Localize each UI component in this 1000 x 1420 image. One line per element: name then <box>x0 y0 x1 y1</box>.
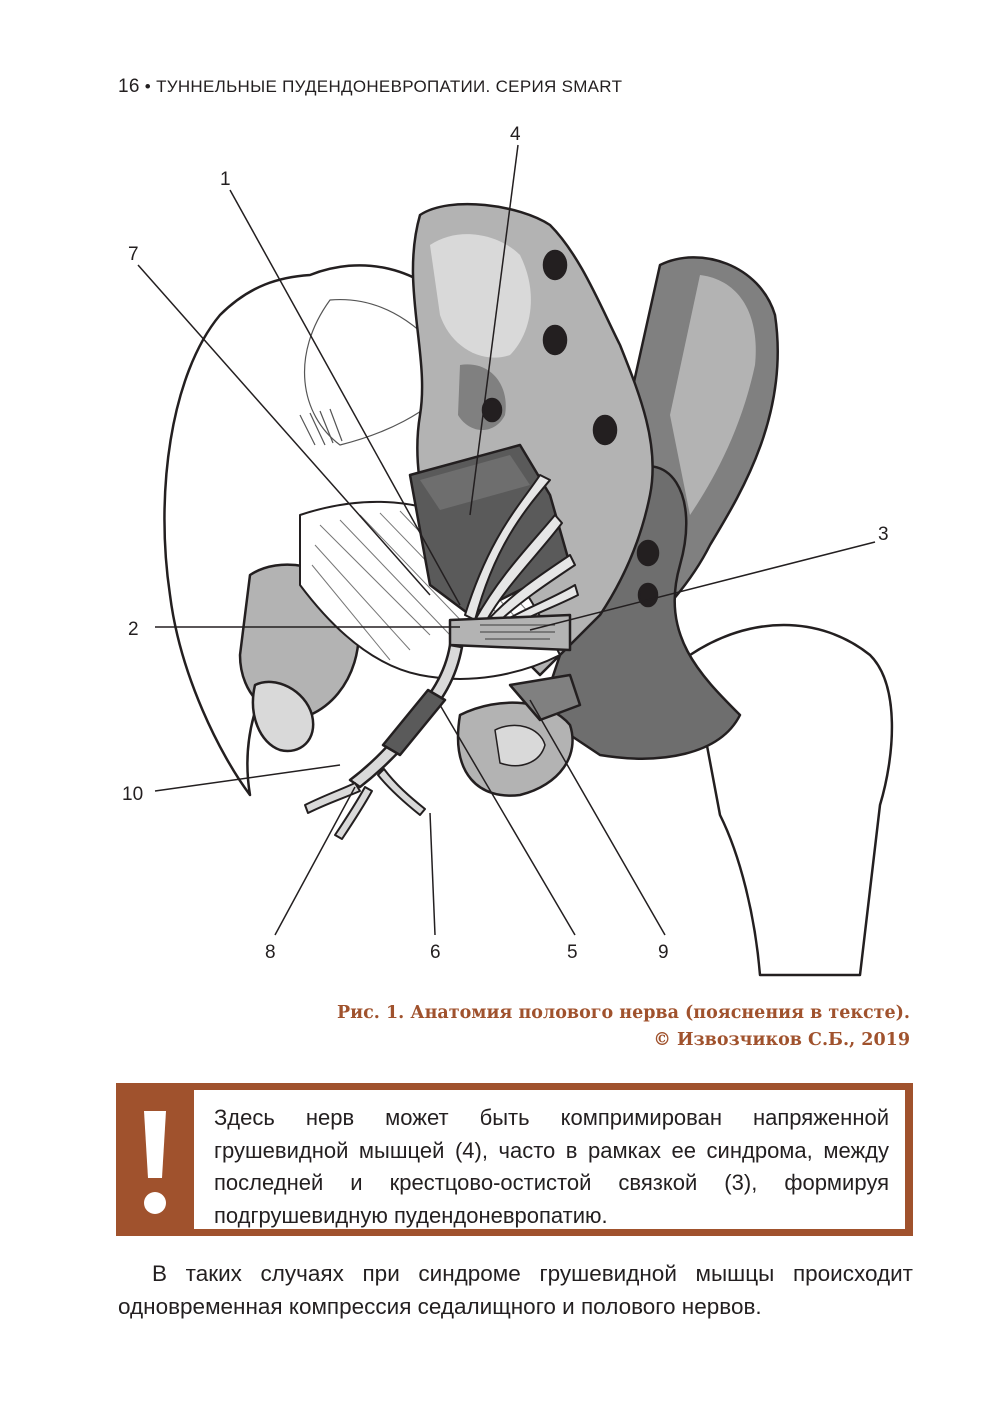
label-10: 10 <box>122 784 144 805</box>
exclamation-icon <box>116 1083 194 1236</box>
body-paragraph: В таких случаях при синдроме грушевидной мышцы происходит одновременная компрессия седалищного и полового нервов. <box>118 1261 913 1319</box>
label-2: 2 <box>128 619 139 640</box>
label-9: 9 <box>658 942 669 963</box>
sacral-foramen <box>544 251 566 279</box>
label-8: 8 <box>265 942 276 963</box>
label-1: 1 <box>220 169 231 190</box>
pelvis-illustration <box>100 115 910 995</box>
leader-line-6 <box>430 813 435 935</box>
sacral-foramen <box>544 326 566 354</box>
caption-line-1: Рис. 1. Анатомия полового нерва (пояснения в тексте). <box>336 1003 910 1023</box>
anatomy-figure <box>100 115 910 995</box>
header-separator: • <box>144 77 152 96</box>
page-number: 16 <box>118 76 140 97</box>
label-7: 7 <box>128 244 139 265</box>
sacral-foramen <box>638 541 658 565</box>
label-4: 4 <box>510 124 521 145</box>
label-3: 3 <box>878 524 889 545</box>
callout-text: Здесь нерв может быть компримирован напряженной грушевидной мышцей (4), часто в рамках ее синдрома, между последней и крестцово-остистой связкой (3), формируя подгрушевидную пудендоневропатию. <box>214 1105 889 1228</box>
femur-shape <box>690 625 892 975</box>
sacral-foramen <box>594 416 616 444</box>
running-head <box>118 76 622 98</box>
warning-callout <box>116 1083 913 1236</box>
nerve-branch <box>378 769 425 815</box>
label-6: 6 <box>430 942 441 963</box>
sacral-foramen <box>639 584 657 606</box>
sacral-foramen <box>483 399 501 421</box>
figure-caption <box>337 1000 910 1054</box>
running-title: ТУННЕЛЬНЫЕ ПУДЕНДОНЕВРОПАТИИ. СЕРИЯ SMART <box>156 77 623 96</box>
caption-line-2: © Извозчиков С.Б., 2019 <box>653 1030 910 1050</box>
callout-body <box>194 1090 905 1229</box>
label-5: 5 <box>567 942 578 963</box>
pudendal-canal-shape <box>383 690 445 755</box>
